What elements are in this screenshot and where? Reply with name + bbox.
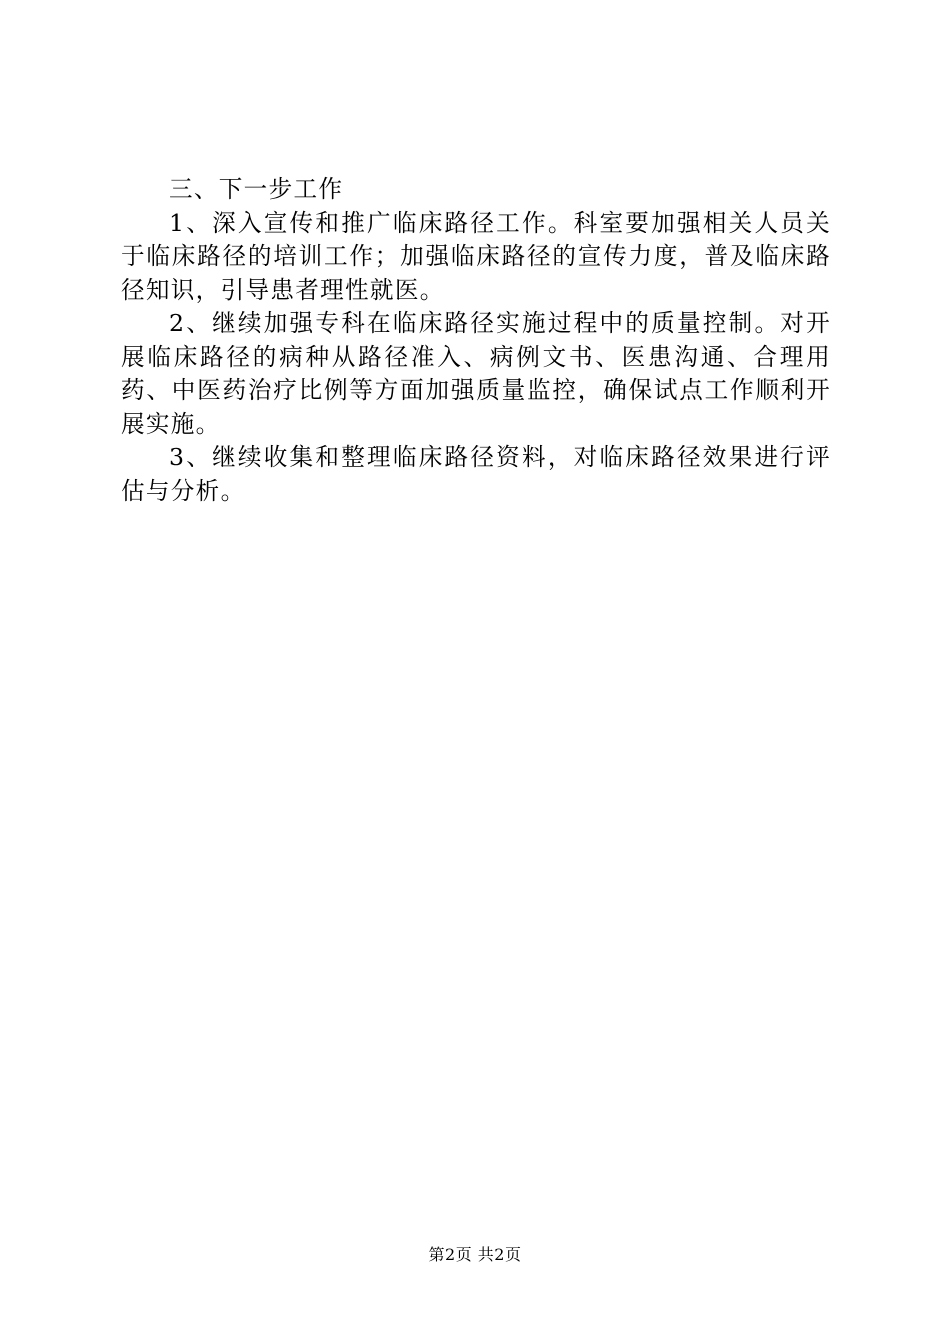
section-heading: 三、下一步工作 bbox=[169, 175, 344, 203]
paragraph-1: 1、深入宣传和推广临床路径工作。科室要加强相关人员关于临床路径的培训工作；加强临床路径的宣传力度，普及临床路径知识，引导患者理性就医。 bbox=[121, 208, 831, 304]
page-number-footer: 第2页 共2页 bbox=[428, 1245, 522, 1264]
document-body bbox=[121, 173, 831, 508]
paragraph-3: 3、继续收集和整理临床路径资料，对临床路径效果进行评估与分析。 bbox=[121, 443, 831, 505]
paragraph-2: 2、继续加强专科在临床路径实施过程中的质量控制。对开展临床路径的病种从路径准入、病例文书、医患沟通、合理用药、中医药治疗比例等方面加强质量监控，确保试点工作顺利开展实施。 bbox=[121, 309, 831, 438]
